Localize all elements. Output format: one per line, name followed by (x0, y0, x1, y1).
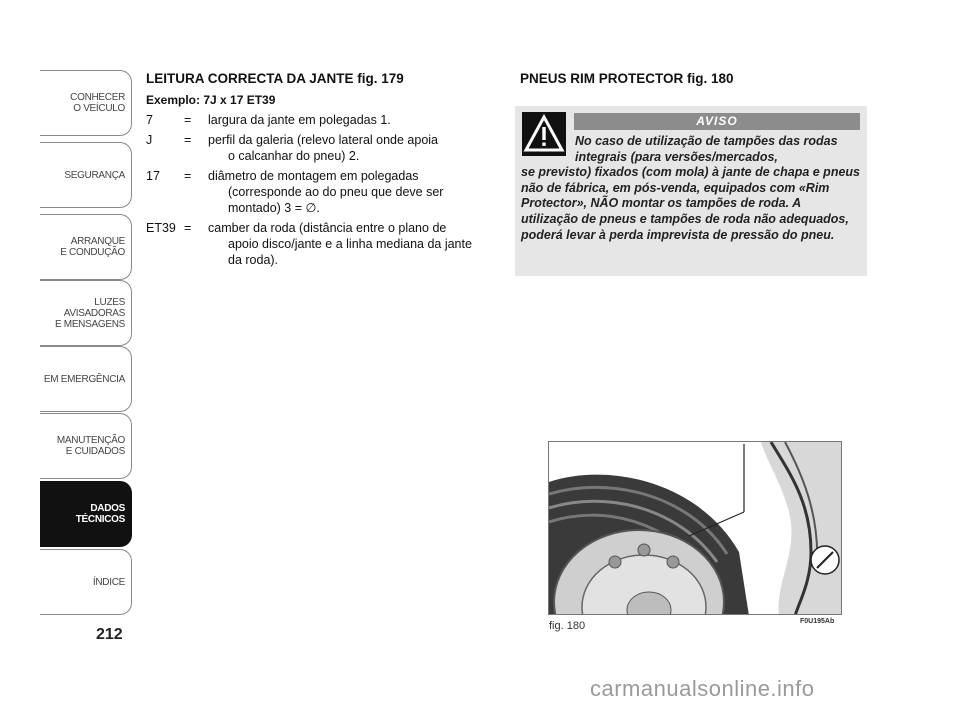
page-number: 212 (96, 626, 123, 643)
definition-row (146, 112, 486, 128)
figure-code: F0U195Ab (800, 618, 835, 625)
tab-manutencao-cuidados[interactable]: MANUTENÇÃO E CUIDADOS (40, 413, 132, 479)
rim-reading-heading: LEITURA CORRECTA DA JANTE fig. 179 (146, 71, 404, 86)
definition-equals: = (184, 113, 192, 127)
definition-text: largura da jante em polegadas 1. (208, 113, 391, 127)
tab-luzes-avisadoras[interactable]: LUZES AVISADORAS E MENSAGENS (40, 280, 132, 346)
definition-term: 7 (146, 113, 153, 127)
rim-protector-heading: PNEUS RIM PROTECTOR fig. 180 (520, 71, 734, 86)
warning-label: AVISO (574, 113, 860, 130)
tab-dados-tecnicos[interactable]: DADOS TÉCNICOS (40, 481, 132, 547)
definition-term: ET39 (146, 221, 176, 235)
definition-row (146, 168, 486, 216)
definition-text: perfil da galeria (relevo lateral onde apoia o calcanhar do pneu) 2. (208, 133, 439, 163)
tab-seguranca[interactable]: SEGURANÇA (40, 142, 132, 208)
rim-reading-section (146, 71, 486, 272)
tab-arranque-conducao[interactable]: ARRANQUE E CONDUÇÃO (40, 214, 132, 280)
tire-illustration (548, 441, 842, 615)
watermark: carmanualsonline.info (590, 676, 815, 701)
tab-em-emergencia[interactable]: EM EMERGÊNCIA (40, 346, 132, 412)
definition-equals: = (184, 169, 192, 183)
tab-indice[interactable]: ÍNDICE (40, 549, 132, 615)
definition-equals: = (184, 133, 192, 147)
rim-example: Exemplo: 7J x 17 ET39 (146, 93, 276, 107)
warning-text: No caso de utilização de tampões das rodas integrais (para versões/mercados, se previsto) fixados (com mola) à jante de chapa e pneus não de fábrica, em pós-venda, equipados com «Rim Protector», NÃO montar os tampões de roda. A utilização de pneus e tampões de roda não adequados, poderá levar à perda imprevista de pressão do pneu. (521, 134, 860, 242)
tab-conhecer-veiculo[interactable]: CONHECER O VEÍCULO (40, 70, 132, 136)
definition-term: J (146, 133, 153, 147)
figure-caption: fig. 180 (549, 620, 586, 632)
definition-row (146, 220, 486, 268)
definition-equals: = (184, 221, 192, 235)
definition-row (146, 132, 486, 164)
definition-text: diâmetro de montagem em polegadas (corresponde ao do pneu que deve ser montado) 3 = ∅. (208, 169, 444, 215)
definition-text: camber da roda (distância entre o plano de apoio disco/jante e a linha mediana da jante da roda). (208, 221, 472, 267)
definition-term: 17 (146, 169, 160, 183)
